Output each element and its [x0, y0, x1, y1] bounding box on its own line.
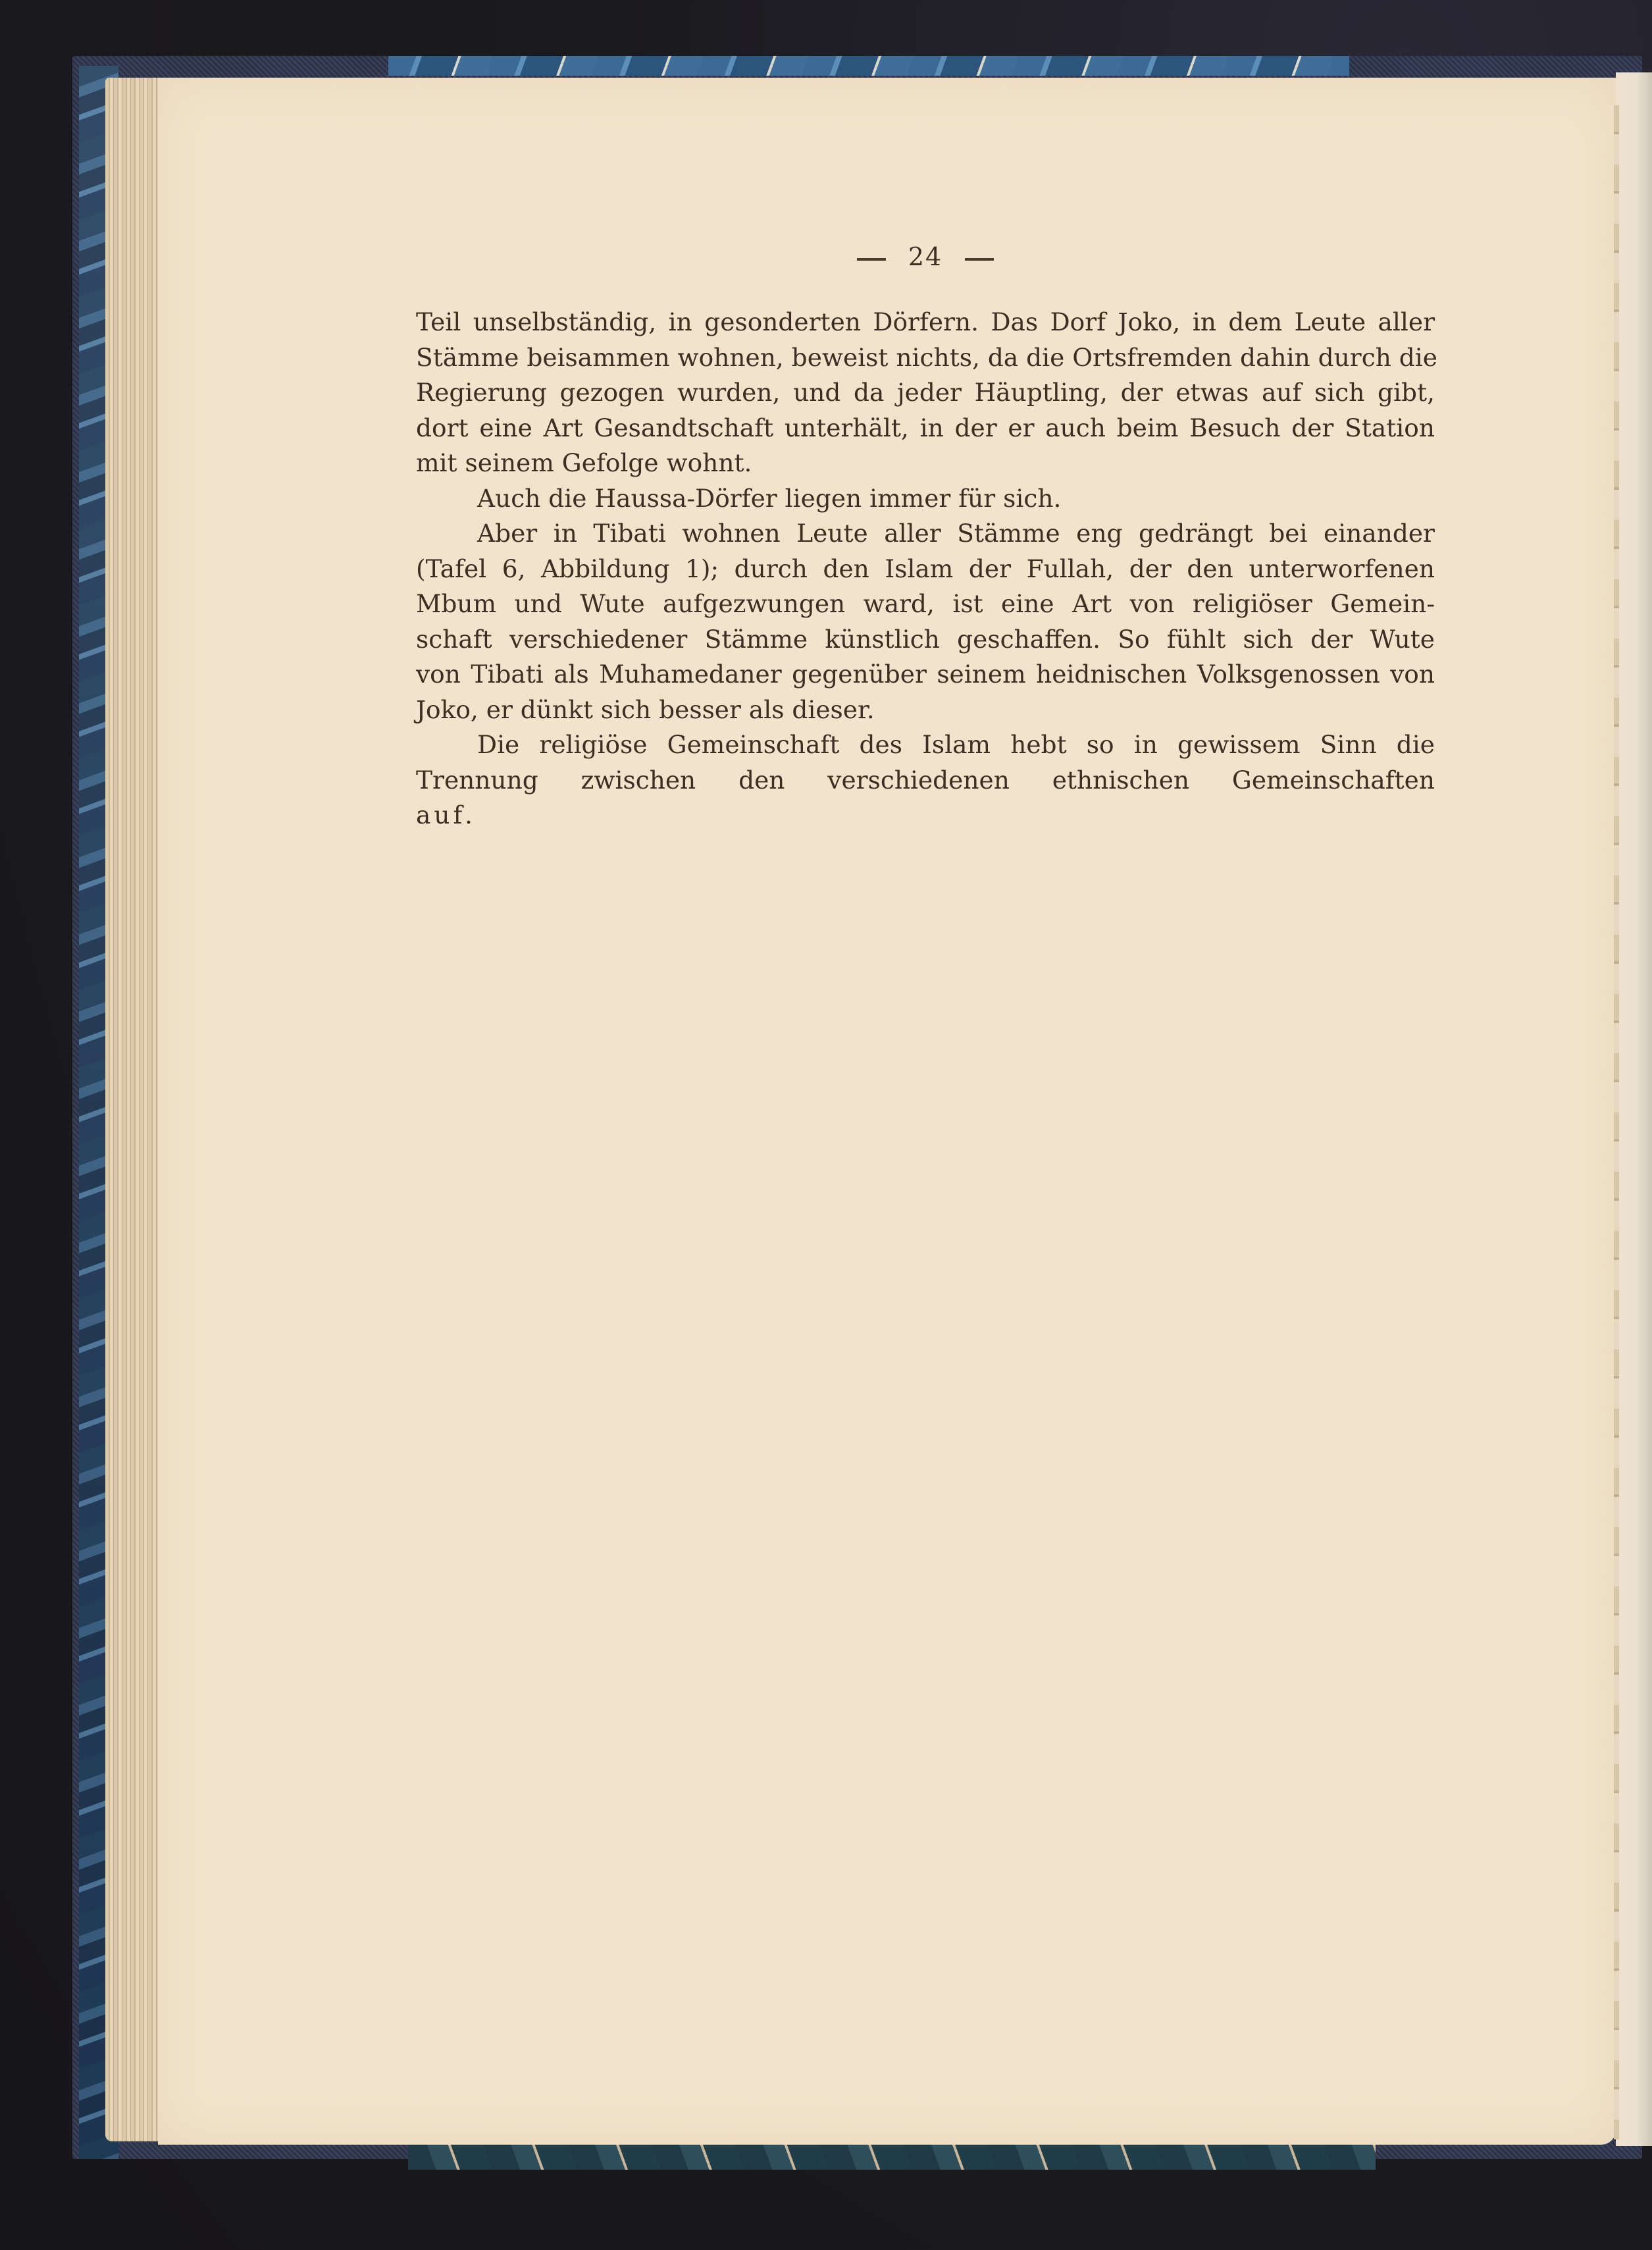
- dash-right: [965, 258, 994, 261]
- text-line: von Tibati als Muhamedaner gegenüber seinem heidnischen Volksgenossen von: [416, 660, 1435, 689]
- paragraph-4: [416, 727, 1435, 833]
- marbled-endpaper-top: [388, 56, 1349, 76]
- text-line: Mbum und Wute aufgezwungen ward, ist eine Art von religiöser Gemein-: [416, 589, 1435, 618]
- marbled-endpaper-bottom: [408, 2145, 1376, 2170]
- facing-page-edge: [1616, 72, 1652, 2146]
- text-line: Joko, er dünkt sich besser als dieser.: [416, 694, 875, 724]
- paragraph-1: [416, 305, 1435, 481]
- text-line: dort eine Art Gesandtschaft unterhält, in der er auch beim Besuch der Station: [416, 413, 1435, 442]
- text-line: Regierung gezogen wurden, und da jeder Häuptling, der etwas auf sich gibt,: [416, 378, 1435, 407]
- text-line: Trennung zwischen den verschiedenen ethnischen Gemeinschaften: [416, 765, 1435, 795]
- text-line: Die religiöse Gemeinschaft des Islam hebt so in gewissem Sinn die: [477, 730, 1435, 759]
- page-torn-edge: [1614, 105, 1619, 2139]
- page-number: 24: [908, 242, 943, 271]
- dash-left: [857, 258, 886, 261]
- paragraph-3: [416, 516, 1435, 727]
- text-line: (Tafel 6, Abbildung 1); durch den Islam der Fullah, der den unterworfenen: [416, 554, 1435, 583]
- page-number-header: [416, 242, 1435, 271]
- body-text: [416, 305, 1435, 833]
- text-line: Stämme beisammen wohnen, beweist nichts, da die Ortsfremden dahin durch die: [416, 342, 1437, 372]
- text-line: Teil unselbständig, in gesonderten Dörfern. Das Dorf Joko, in dem Leute aller: [416, 307, 1435, 336]
- text-line: Aber in Tibati wohnen Leute aller Stämme eng gedrängt bei einander: [477, 519, 1435, 548]
- text-line: schaft verschiedener Stämme künstlich geschaffen. So fühlt sich der Wute: [416, 624, 1435, 654]
- paragraph-2: [416, 481, 1435, 517]
- text-line: Auch die Haussa-Dörfer liegen immer für sich.: [477, 483, 1062, 513]
- text-line: mit seinem Gefolge wohnt.: [416, 448, 752, 477]
- text-line: auf.: [416, 800, 476, 829]
- book-page: [158, 78, 1616, 2145]
